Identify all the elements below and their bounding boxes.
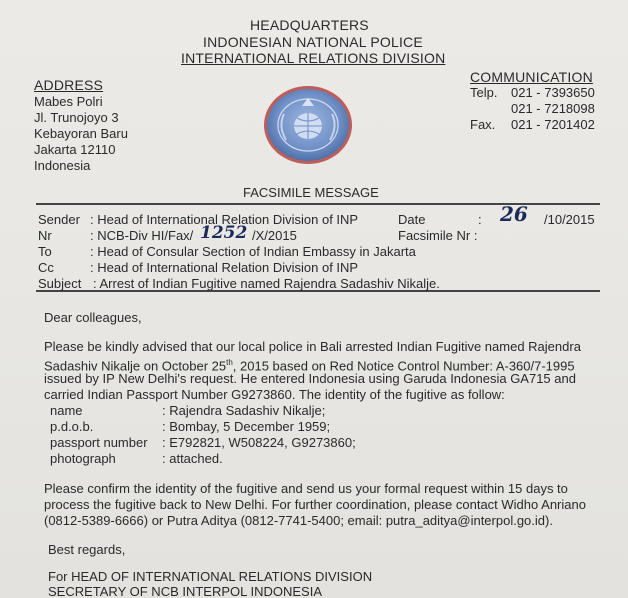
signature-line-1: For HEAD OF INTERNATIONAL RELATIONS DIVISION — [48, 569, 373, 584]
sender-label: Sender — [38, 212, 80, 227]
facsimile-nr-label: Facsimile Nr : — [398, 228, 478, 243]
telp-number-1: 021 - 7393650 — [511, 85, 595, 100]
header-division: INTERNATIONAL RELATIONS DIVISION — [181, 50, 446, 66]
paragraph-1-line: Sadashiv Nikalje on October 25th, 2015 based on Red Notice Control Number: A-360/7-1995 — [44, 358, 575, 374]
to-label: To — [38, 244, 52, 259]
address-line: Jakarta 12110 — [34, 142, 116, 157]
paragraph-2-line: Please confirm the identity of the fugitive and send us your formal request within 15 days to — [44, 481, 568, 496]
subject-label: Subject — [38, 276, 82, 291]
paragraph-1-line: carried Indian Passport Number G9273860. The identity of the fugitive as follow: — [44, 387, 505, 402]
fax-number: 021 - 7201402 — [511, 117, 595, 132]
date-colon: : — [478, 212, 482, 227]
identity-label: photograph — [50, 451, 116, 466]
paragraph-1-line: Please be kindly advised that our local police in Bali arrested Indian Fugitive named Rajendra — [44, 339, 581, 354]
paragraph-1-line: issued by IP New Delhi's request. He entered Indonesia using Garuda Indonesia GA715 and — [44, 371, 576, 386]
header-headquarters: HEADQUARTERS — [250, 17, 369, 33]
identity-label: name — [50, 403, 83, 418]
date-label: Date — [398, 212, 426, 227]
sender-value: : Head of International Relation Division of INP — [90, 212, 359, 227]
nr-handwritten: 1252 — [200, 223, 248, 243]
header-national-police: INDONESIAN NATIONAL POLICE — [203, 34, 423, 50]
identity-label: p.d.o.b. — [50, 419, 94, 434]
identity-value: : Bombay, 5 December 1959; — [162, 419, 331, 434]
nr-prefix: : NCB-Div HI/Fax/ — [90, 228, 194, 243]
doc-title: FACSIMILE MESSAGE — [243, 185, 379, 200]
subject-value: : Arrest of Indian Fugitive named Rajendra Sadashiv Nikalje. — [93, 276, 440, 291]
signature-line-2: SECRETARY OF NCB INTERPOL INDONESIA — [48, 584, 323, 598]
date-handwritten: 26 — [500, 202, 528, 226]
address-line: Mabes Polri — [34, 94, 103, 109]
address-line: Kebayoran Baru — [34, 126, 128, 141]
nr-label: Nr — [38, 228, 52, 243]
cc-label: Cc — [38, 260, 54, 275]
telp-number-2: 021 - 7218098 — [511, 101, 595, 116]
identity-value: : attached. — [162, 451, 223, 466]
telp-label: Telp. — [470, 85, 498, 100]
identity-value: : Rajendra Sadashiv Nikalje; — [162, 403, 326, 418]
cc-value: : Head of International Relation Division of INP — [90, 260, 359, 275]
identity-value: : E792821, W508224, G9273860; — [162, 435, 356, 450]
address-label: ADDRESS — [34, 77, 104, 93]
nr-suffix: /X/2015 — [252, 228, 297, 243]
paragraph-2-line: process the fugitive back to New Delhi. For further coordination, please contact Widho Anriano — [44, 497, 586, 512]
identity-label: passport number — [50, 435, 148, 450]
communication-label: COMMUNICATION — [470, 69, 593, 85]
greeting: Dear colleagues, — [44, 310, 142, 325]
fax-label: Fax. — [470, 117, 496, 132]
date-suffix: /10/2015 — [544, 212, 595, 227]
interpol-emblem-icon — [262, 84, 354, 166]
closing-regards: Best regards, — [48, 542, 126, 557]
paragraph-2-line: (0812-5389-6666) or Putra Aditya (0812-7741-5400; email: putra_aditya@interpol.go.id). — [44, 513, 553, 528]
address-line: Indonesia — [34, 158, 91, 173]
address-line: Jl. Trunojoyo 3 — [34, 110, 119, 125]
to-value: : Head of Consular Section of Indian Embassy in Jakarta — [90, 244, 416, 259]
